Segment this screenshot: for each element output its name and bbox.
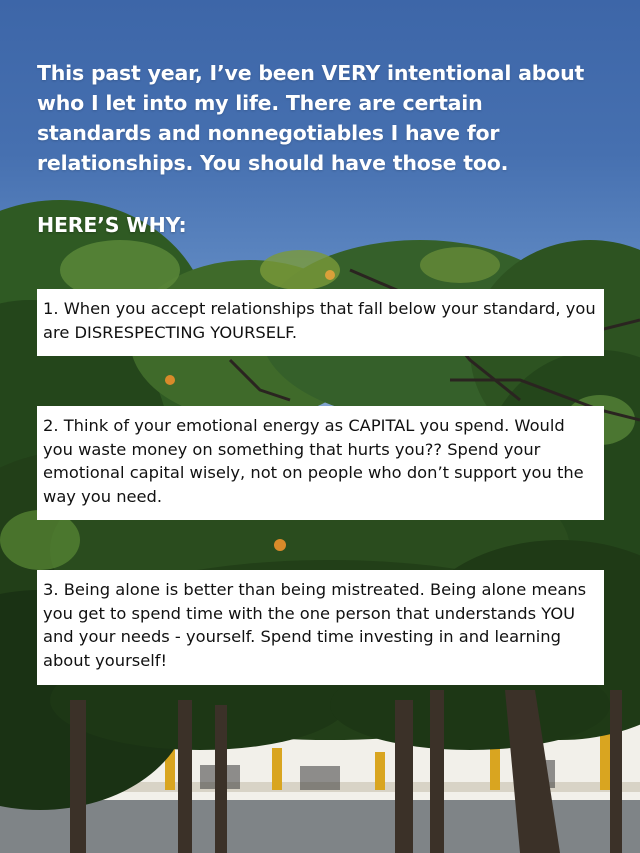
point-card-2: 2. Think of your emotional energy as CAPITAL you spend. Would you waste money on something that hurts you?? Spend your emotional capital wisely, not on people who don’t support you the way you need. — [37, 406, 604, 520]
point-card-1: 1. When you accept relationships that fall below your standard, you are DISRESPECTING YOURSELF. — [37, 289, 604, 356]
section-heading: HERE’S WHY: — [37, 213, 187, 237]
intro-heading: This past year, I’ve been VERY intentional about who I let into my life. There are certain standards and nonnegotiables I have for relationships. You should have those too. — [37, 61, 585, 175]
point-card-3: 3. Being alone is better than being mistreated. Being alone means you get to spend time with the one person that understands YOU and your needs - yourself. Spend time investing in and learning about yourself! — [37, 570, 604, 685]
